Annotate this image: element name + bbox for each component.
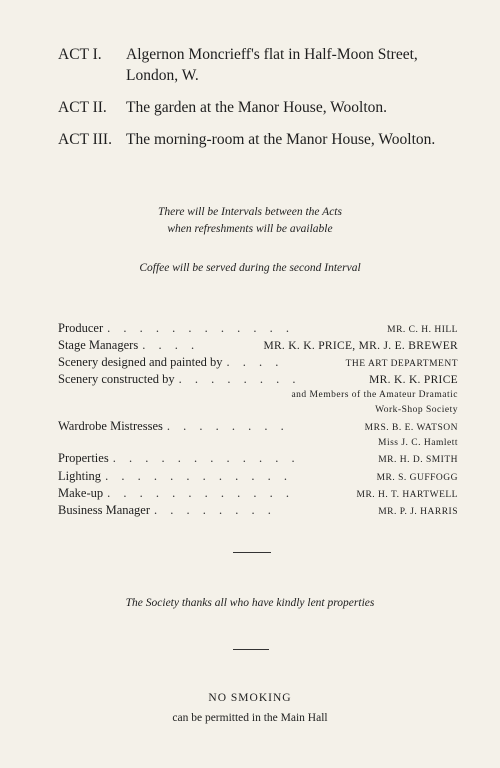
leader-dots: . . . . — [142, 338, 200, 353]
credit-properties — [58, 451, 458, 468]
credit-name: MR. S. GUFFOGG — [376, 472, 458, 483]
credit-role: Stage Managers — [58, 338, 139, 353]
credit-name: MR. H. D. SMITH — [378, 455, 458, 466]
intervals-line-2: when refreshments will be available — [167, 223, 333, 235]
leader-dots: . . . . . . . . — [154, 503, 276, 518]
leader-dots: . . . . . . . . . . . . — [107, 321, 294, 335]
credit-scenery-constructed — [58, 372, 458, 388]
credit-role: Wardrobe Mistresses — [58, 418, 163, 433]
credit-producer — [58, 321, 458, 338]
act-3 — [58, 129, 468, 150]
credit-role: Properties — [58, 451, 109, 466]
credit-scenery-designed — [58, 355, 458, 372]
credits-list — [58, 321, 458, 521]
credit-role: Scenery constructed by — [58, 371, 175, 386]
credit-role: Scenery designed and painted by — [58, 354, 223, 369]
credit-make-up — [58, 486, 458, 503]
acts-list — [58, 44, 468, 161]
no-smoking-heading: NO SMOKING — [208, 692, 292, 704]
coffee-note: Coffee will be served during the second Interval — [139, 262, 361, 274]
act-setting: Algernon Moncrieff's flat in Half-Moon Street, London, W. — [126, 46, 418, 84]
intervals-note — [0, 204, 500, 238]
credit-role: Lighting — [58, 468, 102, 483]
divider-rule — [233, 552, 271, 553]
credit-role: Producer — [58, 321, 104, 335]
act-label: ACT III. — [58, 131, 112, 148]
act-2 — [58, 97, 468, 118]
credit-role: Make-up — [58, 485, 104, 500]
leader-dots: . . . . . . . . — [178, 371, 301, 386]
credit-wardrobe — [58, 419, 458, 436]
act-setting: The garden at the Manor House, Woolton. — [126, 99, 388, 116]
leader-dots: . . . . — [226, 354, 284, 369]
credit-continuation: Miss J. C. Hamlett — [378, 438, 458, 449]
credit-lighting — [58, 469, 458, 486]
no-smoking-note: can be permitted in the Main Hall — [172, 712, 328, 724]
thanks-note: The Society thanks all who have kindly lent properties — [125, 597, 375, 609]
act-setting: The morning-room at the Manor House, Woolton. — [126, 131, 436, 148]
credit-name: MR. P. J. HARRIS — [378, 507, 458, 518]
credit-name: MRS. B. E. WATSON — [364, 422, 458, 433]
credit-stage-managers — [58, 338, 458, 354]
leader-dots: . . . . . . . . — [166, 418, 289, 433]
credit-name: THE ART DEPARTMENT — [345, 358, 458, 369]
divider-rule — [233, 649, 269, 650]
leader-dots: . . . . . . . . . . . . — [112, 451, 300, 466]
act-1 — [58, 44, 468, 86]
credit-name: MR. K. K. PRICE — [369, 373, 458, 386]
credit-business-manager — [58, 503, 458, 520]
leader-dots: . . . . . . . . . . . . — [107, 485, 294, 500]
leader-dots: . . . . . . . . . . . . — [105, 468, 292, 483]
intervals-line-1: There will be Intervals between the Acts — [158, 206, 342, 218]
act-label: ACT II. — [58, 99, 107, 116]
credit-name: MR. C. H. HILL — [387, 325, 458, 335]
credit-role: Business Manager — [58, 503, 150, 518]
credit-continuation: and Members of the Amateur Dramatic Work-Shop Society — [291, 390, 458, 416]
credit-name: MR. H. T. HARTWELL — [356, 489, 458, 500]
act-label: ACT I. — [58, 46, 102, 63]
credit-name: MR. K. K. PRICE, MR. J. E. BREWER — [263, 340, 458, 353]
